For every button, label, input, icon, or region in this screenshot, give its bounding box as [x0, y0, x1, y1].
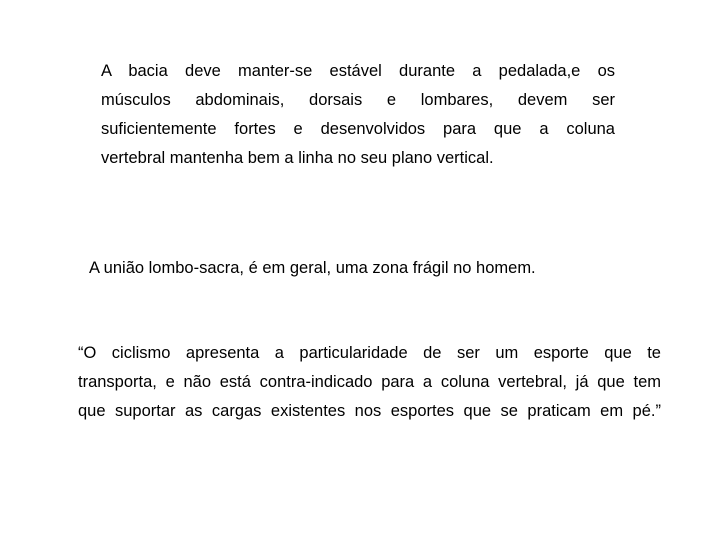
text-line: suficientemente fortes e desenvolvidos para que a coluna: [101, 120, 615, 138]
text-line: que suportar as cargas existentes nos esportes que se praticam em pé.”: [78, 402, 661, 420]
text-line: transporta, e não está contra-indicado para a coluna vertebral, já que tem: [78, 373, 661, 391]
paragraph-cycling-quote: [78, 339, 661, 426]
paragraph-lumbosacral-union: A união lombo-sacra, é em geral, uma zona frágil no homem.: [89, 259, 536, 277]
text-line: vertebral mantenha bem a linha no seu plano vertical.: [101, 149, 494, 167]
text-line: “O ciclismo apresenta a particularidade de ser um esporte que te: [78, 344, 661, 362]
paragraph-pelvis-stability: [101, 57, 615, 173]
text-line: músculos abdominais, dorsais e lombares, devem ser: [101, 91, 615, 109]
text-line: A bacia deve manter-se estável durante a pedalada,e os: [101, 62, 615, 80]
